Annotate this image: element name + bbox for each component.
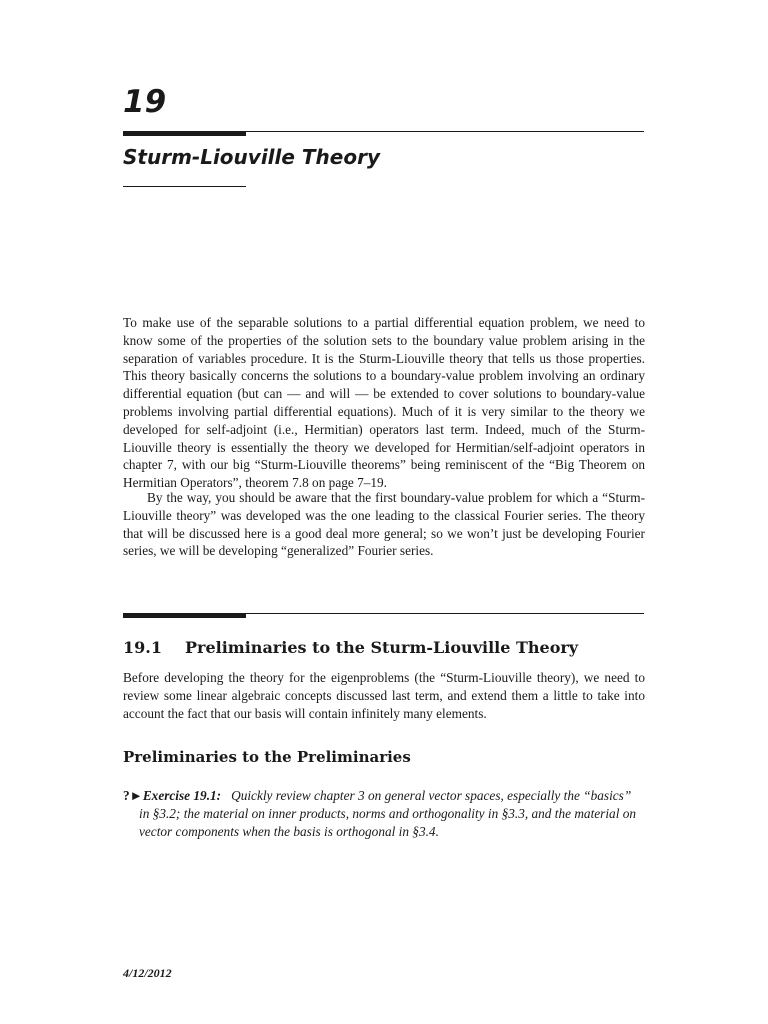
exercise-label: Exercise 19.1: <box>142 788 222 803</box>
chapter-title: Sturm-Liouville Theory <box>123 145 381 169</box>
exercise-marker-icon: ?► <box>123 788 143 803</box>
subsection-heading: Preliminaries to the Preliminaries <box>123 748 411 766</box>
exercise-text-rest: in §3.2; the material on inner products, norms and orthogonality in §3.3, and the material on vector components when the basis is orthogonal in §3.4. <box>139 806 637 839</box>
section-paragraph-1: Before developing the theory for the eigenproblems (the “Sturm-Liouville theory), we need to review some linear algebraic concepts discussed last term, and extend them a little to take into account the fact that our basis will contain infinitely many elements. <box>123 670 645 721</box>
section-thin-rule <box>246 613 644 614</box>
section-number: 19.1 <box>123 638 162 657</box>
section-title: Preliminaries to the Sturm-Liouville Theory <box>185 638 579 657</box>
intro-paragraph-2: By the way, you should be aware that the first boundary-value problem for which a “Sturm-Liouville theory” was developed was the one leading to the classical Fourier series. The theory that will be discussed here is a good deal more general; so we won’t just be developing Fourier series, we will be developing “generalized” Fourier series. <box>123 490 645 559</box>
intro-paragraph-1: To make use of the separable solutions to a partial differential equation problem, we need to know some of the properties of the solution sets to the boundary value problem arising in the separation of variables procedure. It is the Sturm-Liouville theory that tells us those properties. This theory basically concerns the solutions to a boundary-value problem involving an ordinary differential equation (but can — and will — be extended to cover solutions to boundary-value problems involving partial differential equations). Much of it is very similar to the theory we developed for self-adjoint (i.e., Hermitian) operators last term. Indeed, much of the Sturm-Liouville theory is essentially the theory we developed for Hermitian/self-adjoint operators in chapter 7, with our big “Sturm-Liouville theorems” being reminiscent of the “Big Theorem on Hermitian Operators”, theorem 7.8 on page 7–19. <box>123 315 645 491</box>
section-heading <box>123 638 578 657</box>
section-thick-rule <box>123 613 246 618</box>
exercise-19-1 <box>123 787 645 841</box>
exercise-text-line-1: Quickly review chapter 3 on general vector spaces, especially the “basics” <box>231 788 632 803</box>
footer-date: 4/12/2012 <box>123 966 172 980</box>
chapter-title-underline <box>123 186 246 187</box>
chapter-header-thin-rule <box>246 131 644 132</box>
chapter-header-thick-rule <box>123 131 246 136</box>
chapter-number: 19 <box>123 84 167 120</box>
